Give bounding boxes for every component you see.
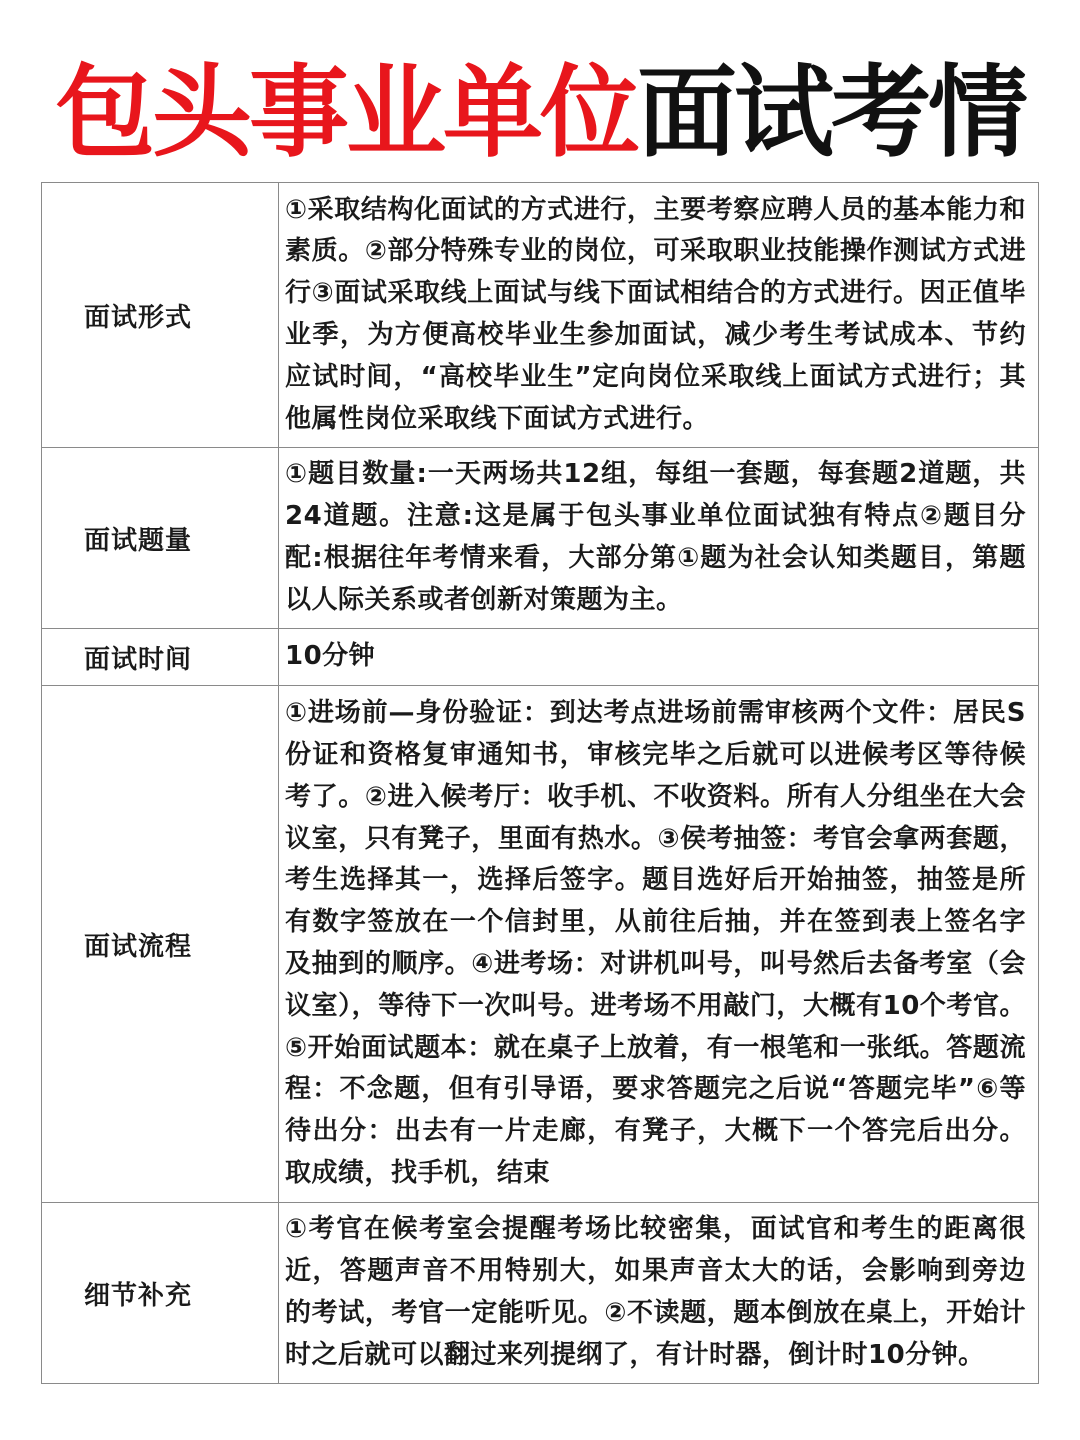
row-content-time: 10分钟	[279, 629, 1039, 686]
table-row	[42, 686, 1039, 1203]
row-label-format: 面试形式	[42, 183, 279, 448]
title-red-part: 包头事业单位	[55, 54, 637, 171]
table-row	[42, 629, 1039, 686]
row-label-details: 细节补充	[42, 1203, 279, 1384]
row-content-process: ①进场前—身份验证：到达考点进场前需审核两个文件：居民S份证和资格复审通知书，审核完毕之后就可以进候考区等待候考了。②进入候考厅：收手机、不收资料。所有人分组坐在大会议室，只有凳子，里面有热水。③侯考抽签：考官会拿两套题，考生选择其一，选择后签字。题目选好后开始抽签，抽签是所有数字签放在一个信封里，从前往后抽，并在签到表上签名字及抽到的顺序。④进考场：对讲机叫号，叫号然后去备考室（会议室），等待下一次叫号。进考场不用敲门，大概有10个考官。⑤开始面试题本：就在桌子上放着，有一根笔和一张纸。答题流程：不念题，但有引导语，要求答题完之后说“答题完毕”⑥等待出分：出去有一片走廊，有凳子，大概下一个答完后出分。取成绩，找手机，结束	[279, 686, 1039, 1203]
row-content-details: ①考官在候考室会提醒考场比较密集，面试官和考生的距离很近，答题声音不用特别大，如果声音太大的话，会影响到旁边的考试，考官一定能听见。②不读题，题本倒放在桌上，开始计时之后就可以翻过来列提纲了，有计时器，倒计时10分钟。	[279, 1203, 1039, 1384]
table-row	[42, 1203, 1039, 1384]
interview-info-table	[41, 182, 1039, 1384]
row-content-question-count: ①题目数量:一天两场共12组，每组一套题，每套题2道题，共24道题。注意:这是属于包头事业单位面试独有特点②题目分配:根据往年考情来看，大部分第①题为社会认知类题目，第题以人际关系或者创新对策题为主。	[279, 448, 1039, 629]
row-label-process: 面试流程	[42, 686, 279, 1203]
table-row	[42, 448, 1039, 629]
title-black-part: 面试考情	[637, 54, 1025, 171]
page-title	[40, 55, 1040, 170]
row-content-format: ①采取结构化面试的方式进行，主要考察应聘人员的基本能力和素质。②部分特殊专业的岗位，可采取职业技能操作测试方式进行③面试采取线上面试与线下面试相结合的方式进行。因正值毕业季，为方便高校毕业生参加面试，减少考生考试成本、节约应试时间，“高校毕业生”定向岗位采取线上面试方式进行；其他属性岗位采取线下面试方式进行。	[279, 183, 1039, 448]
row-label-question-count: 面试题量	[42, 448, 279, 629]
row-label-time: 面试时间	[42, 629, 279, 686]
table-row	[42, 183, 1039, 448]
